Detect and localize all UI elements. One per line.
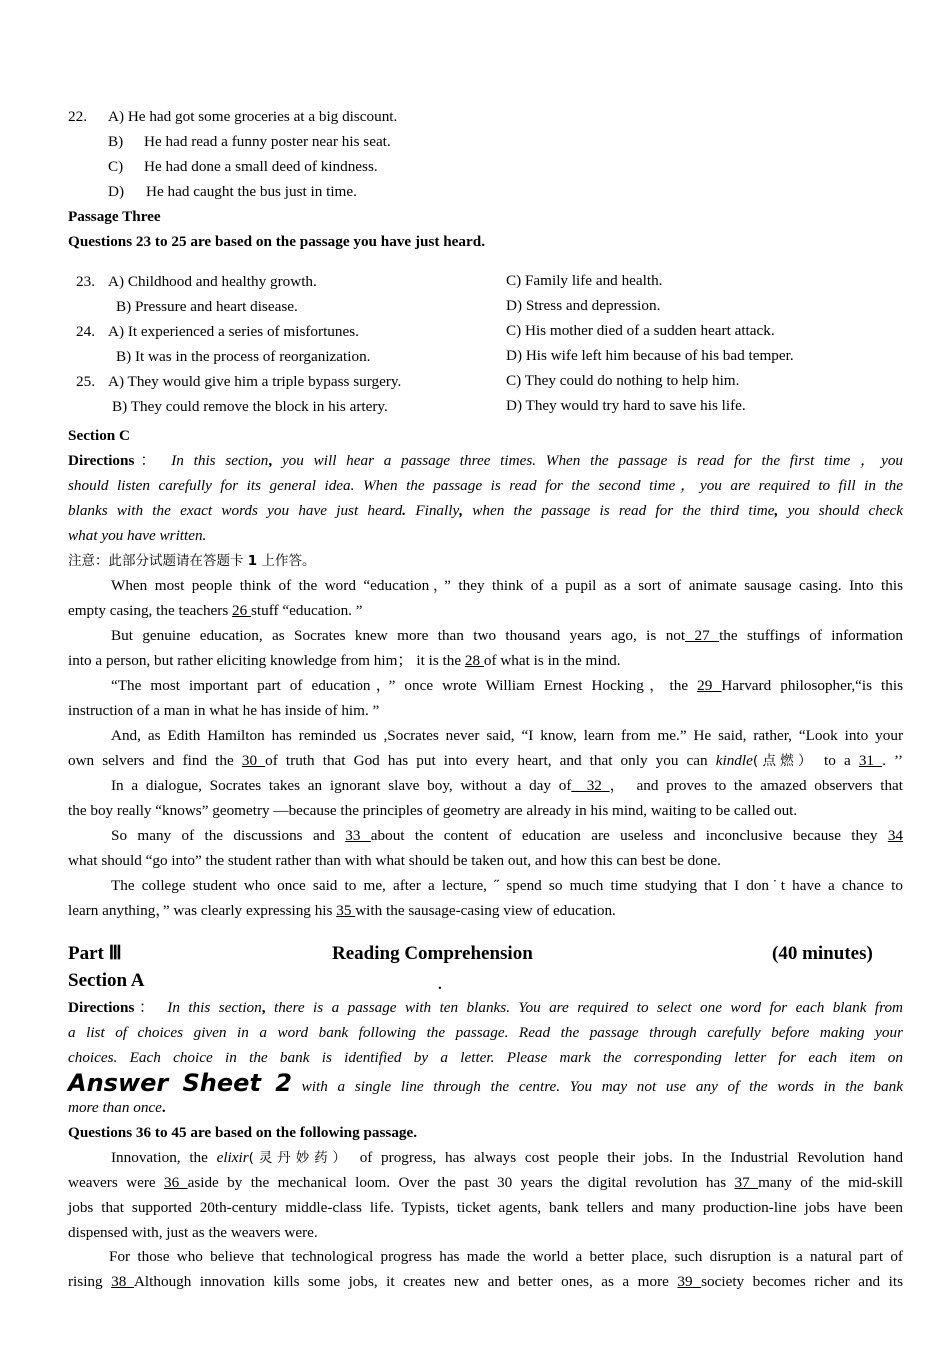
reading-p1-line-3: jobs that supported 20th-century middle-class life. Typists, ticket agents, bank tellers and many production-line jobs have been bbox=[68, 1199, 903, 1216]
q22-option-b: He had read a funny poster near his seat. bbox=[144, 133, 391, 150]
reading-p1-line-4: dispensed with, just as the weavers were. bbox=[68, 1224, 318, 1241]
dictation-p6-line-1: So many of the discussions and 33 about the content of education are useless and inconclusive because they 34 bbox=[111, 827, 903, 844]
word-elixir: elixir bbox=[216, 1149, 249, 1166]
directions-text: you should check bbox=[787, 502, 904, 519]
blank-39[interactable]: 39 bbox=[677, 1273, 702, 1290]
dictation-p3-line-1: “The most important part of education，” once wrote William Ernest Hocking，the 29 Harvard philosopher,“is this bbox=[111, 677, 903, 694]
q22-option-a: A) He had got some groceries at a big discount. bbox=[108, 108, 398, 125]
blank-38[interactable]: 38 bbox=[111, 1273, 134, 1290]
section-c-directions-line-1: Directions： In this section, you will hear a passage three times. When the passage is read for the first time ，you bbox=[68, 452, 904, 469]
blank-28[interactable]: 28 bbox=[464, 652, 484, 669]
section-c-title: Section C bbox=[68, 427, 131, 444]
q23-option-d: D) Stress and depression. bbox=[506, 297, 661, 314]
q24-option-d: D) His wife left him because of his bad temper. bbox=[506, 347, 794, 364]
section-c-directions-line-4: what you have written. bbox=[68, 527, 207, 544]
directions-text: with a single line through the centre. You may not use any of the words in the bank bbox=[301, 1078, 904, 1095]
blank-29[interactable]: 29 bbox=[697, 677, 722, 694]
dictation-p4-line-1: And, as Edith Hamilton has reminded us ,Socrates never said, “I know, learn from me.” He said, rather, “Look into your bbox=[111, 727, 903, 744]
directions-text: Finally bbox=[415, 502, 460, 519]
blank-30[interactable]: 30 bbox=[241, 752, 266, 769]
reading-p2-line-1: For those who believe that technological progress has made the world a better place, such disruption is a natural part of bbox=[109, 1248, 903, 1265]
q22-option-d: He had caught the bus just in time. bbox=[146, 183, 357, 200]
q22-option-c: He had done a small deed of kindness. bbox=[144, 158, 378, 175]
directions-text: when the passage is read for the third time bbox=[472, 502, 775, 519]
directions-text: there is a passage with ten blanks. You are required to select one word for each blank from bbox=[273, 999, 904, 1016]
passage-three-intro: Questions 23 to 25 are based on the passage you have just heard. bbox=[68, 233, 485, 250]
elixir-chinese-gloss: (灵丹妙药） bbox=[248, 1150, 351, 1166]
q22-option-d-label: D) bbox=[108, 183, 125, 200]
dictation-p2-line-1: But genuine education, as Socrates knew more than two thousand years ago, is not 27 the stuffings of information bbox=[111, 627, 903, 644]
section-a-directions-line-1: Directions： In this section, there is a passage with ten blanks. You are required to select one word for each blank from bbox=[68, 999, 904, 1016]
dictation-p6-line-2: what should “go into” the student rather than with what should be taken out, and how this can best be done. bbox=[68, 852, 721, 869]
blank-31[interactable]: 31 bbox=[858, 752, 883, 769]
dictation-p1-line-2: empty casing, the teachers 26 stuff “education. ” bbox=[68, 602, 363, 619]
dictation-p5-line-2: the boy really “knows” geometry —because the principles of geometry are already in his mind, waiting to be called out. bbox=[68, 802, 798, 819]
q24-option-b: B) It was in the process of reorganization. bbox=[116, 348, 371, 365]
q25-option-c: C) They could do nothing to help him. bbox=[506, 372, 740, 389]
directions-text: you will hear a passage three times. When the passage is read for the first time ，you bbox=[281, 452, 904, 469]
q22-number: 22. bbox=[68, 108, 87, 125]
blank-32[interactable]: _ 32 bbox=[571, 777, 610, 794]
directions-label: Directions bbox=[68, 452, 135, 469]
blank-26[interactable]: 26 bbox=[232, 602, 252, 619]
part-3-label: Part Ⅲ bbox=[68, 943, 122, 964]
q24-option-c: C) His mother died of a sudden heart attack. bbox=[506, 322, 775, 339]
directions-colon: ： bbox=[134, 999, 159, 1016]
q24-number: 24. bbox=[76, 323, 95, 340]
blank-35[interactable]: 35 bbox=[336, 902, 356, 919]
q22-option-b-label: B) bbox=[108, 133, 124, 150]
section-a-directions-line-4 bbox=[68, 1071, 903, 1099]
section-a-intro: Questions 36 to 45 are based on the following passage. bbox=[68, 1124, 418, 1141]
reading-p1-line-2: weavers were 36 aside by the mechanical loom. Over the past 30 years the digital revolution has 37 many of the mid-skill bbox=[68, 1174, 904, 1191]
dictation-p7-line-2: learn anything，” was clearly expressing his 35 with the sausage-casing view of education. bbox=[68, 902, 616, 919]
directions-text: In this section bbox=[171, 452, 269, 469]
q23-option-a: A) Childhood and healthy growth. bbox=[108, 273, 317, 290]
q25-option-d: D) They would try hard to save his life. bbox=[506, 397, 746, 414]
section-c-directions-line-2: should listen carefully for its general idea. When the passage is read for the second time，you are required to fill in the bbox=[68, 477, 903, 494]
section-c-note: 注意：此部分试题请在答题卡 1 上作答。 bbox=[68, 553, 316, 569]
directions-text: blanks with the exact words you have just heard bbox=[68, 502, 403, 519]
directions-label: Directions bbox=[68, 999, 135, 1016]
q23-number: 23. bbox=[76, 273, 95, 290]
part-3-title: Reading Comprehension bbox=[332, 943, 533, 964]
section-a-directions-line-3: choices. Each choice in the bank is identified by a letter. Please mark the corresponding letter for each item on bbox=[68, 1049, 903, 1066]
dictation-p1-line-1: When most people think of the word “education，” they think of a pupil as a sort of animate sausage casing. Into this bbox=[111, 577, 903, 594]
dictation-p7-line-1: The college student who once said to me, after a lecture, ˝ spend so much time studying that I don˙t have a chance to bbox=[111, 877, 903, 894]
part-3-time: (40 minutes) bbox=[772, 943, 873, 964]
blank-34[interactable]: 34 bbox=[887, 827, 903, 844]
q24-option-a: A) It experienced a series of misfortunes. bbox=[108, 323, 359, 340]
section-a-title: Section A bbox=[68, 970, 145, 991]
q25-number: 25. bbox=[76, 373, 95, 390]
kindle-chinese-gloss: (点燃） bbox=[752, 753, 816, 769]
section-a-dot: . bbox=[438, 976, 442, 993]
blank-37[interactable]: 37 bbox=[734, 1174, 759, 1191]
q23-option-c: C) Family life and health. bbox=[506, 272, 663, 289]
q23-option-b: B) Pressure and heart disease. bbox=[116, 298, 298, 315]
reading-p1-line-1: Innovation, the elixir(灵丹妙药） of progress, has always cost people their jobs. In the Industrial Revolution hand bbox=[111, 1149, 903, 1166]
dictation-p5-line-1: In a dialogue, Socrates takes an ignorant slave boy, without a day of_ 32 ， and proves to the amazed observers that bbox=[111, 777, 904, 794]
dictation-p3-line-2: instruction of a man in what he has inside of him. ” bbox=[68, 702, 380, 719]
blank-33[interactable]: 33 bbox=[345, 827, 371, 844]
answer-sheet-2-label: Answer Sheet 2 bbox=[68, 1069, 292, 1097]
blank-27[interactable]: 27 bbox=[685, 627, 720, 644]
blank-36[interactable]: 36 bbox=[164, 1174, 188, 1191]
directions-text: In this section bbox=[167, 999, 262, 1016]
section-c-directions-line-3: blanks with the exact words you have just heard. Finally, when the passage is read for the third time, you should check bbox=[68, 502, 904, 519]
dictation-p4-line-2: own selvers and find the 30 of truth that God has put into every heart, and that only you can kindle(点燃） to a 31 . ’’ bbox=[68, 752, 904, 769]
q22-option-c-label: C) bbox=[108, 158, 124, 175]
word-kindle: kindle bbox=[715, 752, 753, 769]
reading-p2-line-2: rising 38 Although innovation kills some jobs, it creates new and better ones, as a more 39 society becomes richer and its bbox=[68, 1273, 903, 1290]
passage-three-title: Passage Three bbox=[68, 208, 161, 225]
dictation-p2-line-2: into a person, but rather eliciting knowledge from him； it is the 28 of what is in the mind. bbox=[68, 652, 621, 669]
section-a-directions-line-5: more than once. bbox=[68, 1099, 166, 1116]
q25-option-b: B) They could remove the block in his artery. bbox=[112, 398, 388, 415]
q25-option-a: A) They would give him a triple bypass surgery. bbox=[108, 373, 402, 390]
directions-colon: ： bbox=[134, 452, 162, 469]
section-a-directions-line-2: a list of choices given in a word bank following the passage. Read the passage through carefully before making your bbox=[68, 1024, 903, 1041]
